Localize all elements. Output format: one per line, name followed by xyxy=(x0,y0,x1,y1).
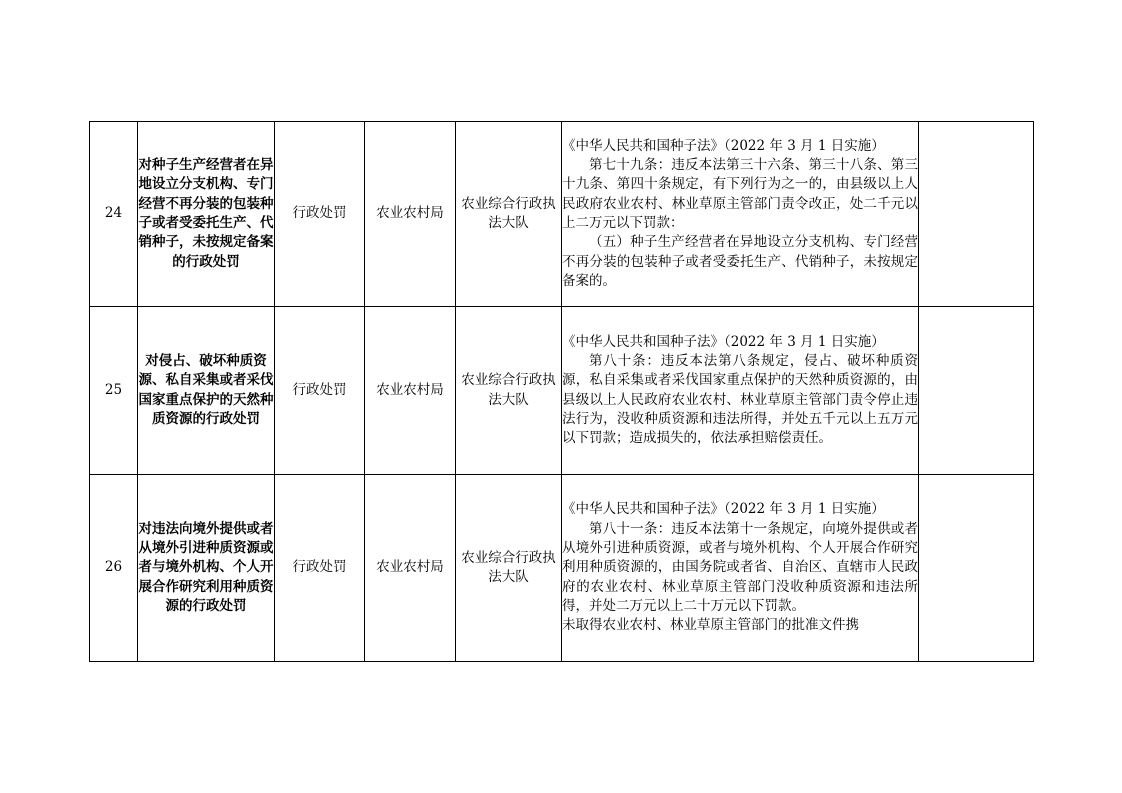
power-list-table xyxy=(89,121,1034,662)
item-unit: 农业综合行政执法大队 xyxy=(456,122,562,307)
item-name: 对侵占、破坏种质资源、私自采集或者采伐国家重点保护的天然种质资源的行政处罚 xyxy=(138,307,275,475)
item-name: 对违法向境外提供或者从境外引进种质资源或者与境外机构、个人开展合作研究利用种质资源的行政处罚 xyxy=(138,475,275,662)
item-remark xyxy=(919,475,1034,662)
item-department: 农业农村局 xyxy=(365,307,456,475)
legal-basis xyxy=(562,307,919,475)
law-title: 《中华人民共和国种子法》（2022 年 3 月 1 日实施） xyxy=(562,333,885,350)
item-remark xyxy=(919,122,1034,307)
item-department: 农业农村局 xyxy=(365,475,456,662)
law-paragraph: （五）种子生产经营者在异地设立分支机构、专门经营不再分装的包装种子或者受委托生产、代销种子，未按规定备案的。 xyxy=(562,234,918,289)
item-remark xyxy=(919,307,1034,475)
item-department: 农业农村局 xyxy=(365,122,456,307)
item-name: 对种子生产经营者在异地设立分支机构、专门经营不再分装的包装种子或者受委托生产、代销种子，未按规定备案的行政处罚 xyxy=(138,122,275,307)
table-row xyxy=(90,475,1034,662)
row-number: 24 xyxy=(90,122,138,307)
legal-basis xyxy=(562,475,919,662)
law-title: 《中华人民共和国种子法》（2022 年 3 月 1 日实施） xyxy=(562,501,885,518)
law-paragraph: 第七十九条：违反本法第三十六条、第三十八条、第三十九条、第四十条规定，有下列行为之一的，由县级以上人民政府农业农村、林业草原主管部门责令改正，处二千元以上二万元以下罚款： xyxy=(562,157,918,231)
item-category: 行政处罚 xyxy=(275,307,365,475)
law-paragraph-continued: 未取得农业农村、林业草原主管部门的批准文件携 xyxy=(562,617,859,634)
item-unit: 农业综合行政执法大队 xyxy=(456,307,562,475)
table-row xyxy=(90,307,1034,475)
legal-basis xyxy=(562,122,919,307)
law-title: 《中华人民共和国种子法》（2022 年 3 月 1 日实施） xyxy=(562,137,885,154)
table-row xyxy=(90,122,1034,307)
row-number: 26 xyxy=(90,475,138,662)
item-unit: 农业综合行政执法大队 xyxy=(456,475,562,662)
item-category: 行政处罚 xyxy=(275,475,365,662)
law-paragraph: 第八十条：违反本法第八条规定，侵占、破坏种质资源，私自采集或者采伐国家重点保护的天然种质资源的，由县级以上人民政府农业农村、林业草原主管部门责令停止违法行为，没收种质资源和违法所得，并处五千元以上五万元以下罚款；造成损失的，依法承担赔偿责任。 xyxy=(562,352,918,447)
item-category: 行政处罚 xyxy=(275,122,365,307)
row-number: 25 xyxy=(90,307,138,475)
law-paragraph: 第八十一条：违反本法第十一条规定，向境外提供或者从境外引进种质资源，或者与境外机构、个人开展合作研究利用种质资源的，由国务院或者省、自治区、直辖市人民政府的农业农村、林业草原主管部门没收种质资源和违法所得，并处二万元以上二十万元以下罚款。 xyxy=(562,520,918,614)
